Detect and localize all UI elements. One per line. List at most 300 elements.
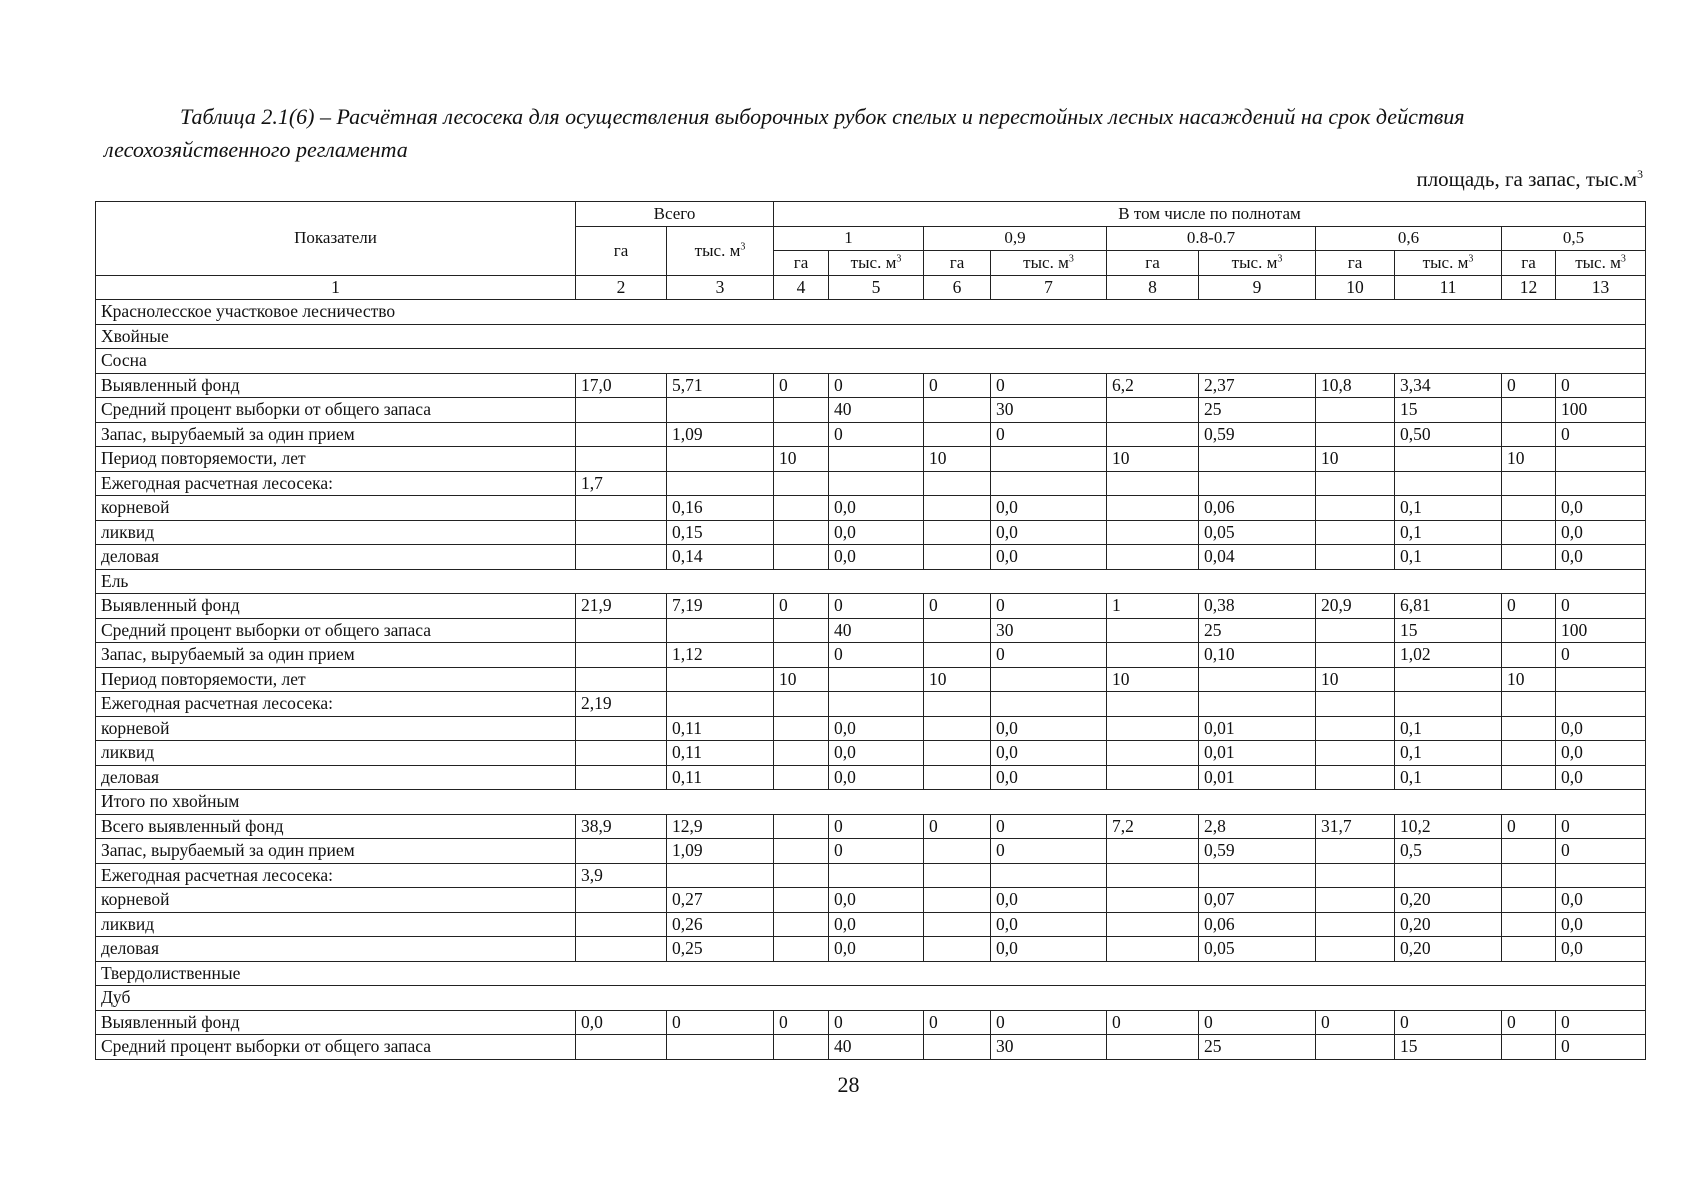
table-cell: 2,37 (1199, 373, 1316, 398)
table-cell: 0,0 (991, 716, 1107, 741)
table-cell (829, 863, 924, 888)
table-row (96, 422, 1646, 447)
table-cell: 0,0 (829, 937, 924, 962)
table-cell: 15 (1395, 1035, 1502, 1060)
table-cell (1316, 692, 1395, 717)
table-cell: 0,0 (829, 912, 924, 937)
table-cell: 0 (991, 839, 1107, 864)
table-cell (576, 618, 667, 643)
table-cell: 0,11 (667, 765, 774, 790)
table-cell (1502, 863, 1556, 888)
table-cell (576, 716, 667, 741)
table-cell: 0 (991, 373, 1107, 398)
table-cell: 0 (829, 1010, 924, 1035)
table-cell (774, 422, 829, 447)
table-cell (774, 545, 829, 570)
table-cell (576, 496, 667, 521)
table-cell: 0 (774, 1010, 829, 1035)
column-number: 11 (1395, 275, 1502, 300)
table-cell (1316, 888, 1395, 913)
row-label: Средний процент выборки от общего запаса (96, 618, 576, 643)
column-number: 2 (576, 275, 667, 300)
table-cell (774, 814, 829, 839)
table-cell: 0,1 (1395, 496, 1502, 521)
table-cell (1502, 937, 1556, 962)
table-cell (1502, 692, 1556, 717)
row-label: корневой (96, 888, 576, 913)
header-row-1 (96, 202, 1646, 227)
table-cell: 0,0 (829, 545, 924, 570)
table-cell (1107, 422, 1199, 447)
table-cell: 0,16 (667, 496, 774, 521)
table-cell: 38,9 (576, 814, 667, 839)
table-cell (1199, 692, 1316, 717)
table-cell: 0 (1502, 1010, 1556, 1035)
table-cell (991, 863, 1107, 888)
table-cell: 0,0 (829, 741, 924, 766)
table-cell: 0 (1199, 1010, 1316, 1035)
table-cell (1316, 398, 1395, 423)
table-cell: 6,81 (1395, 594, 1502, 619)
units-text: площадь, га запас, тыс.м (1416, 167, 1637, 191)
table-cell: 10 (774, 447, 829, 472)
table-cell (1316, 741, 1395, 766)
table-cell: 0 (924, 1010, 991, 1035)
table-cell (1107, 643, 1199, 668)
table-cell (1502, 520, 1556, 545)
table-row (96, 520, 1646, 545)
table-cell: 100 (1556, 618, 1646, 643)
table-cell (667, 1035, 774, 1060)
table-cell: 10 (1107, 667, 1199, 692)
table-cell (924, 545, 991, 570)
table-cell (576, 888, 667, 913)
table-cell (1107, 618, 1199, 643)
table-cell (774, 888, 829, 913)
table-cell (1316, 496, 1395, 521)
table-cell (1107, 398, 1199, 423)
table-cell (1107, 496, 1199, 521)
table-cell (576, 643, 667, 668)
table-cell: 0,0 (829, 496, 924, 521)
table-cell (576, 765, 667, 790)
table-cell (924, 912, 991, 937)
table-cell: 0 (1556, 814, 1646, 839)
table-cell: 0 (829, 643, 924, 668)
table-cell: 0 (1556, 594, 1646, 619)
table-cell (576, 937, 667, 962)
header-indicators: Показатели (96, 202, 576, 276)
table-cell (1107, 888, 1199, 913)
table-cell (667, 667, 774, 692)
table-cell: 40 (829, 1035, 924, 1060)
table-cell: 2,8 (1199, 814, 1316, 839)
header-density-0-9: 0,9 (924, 226, 1107, 251)
table-row (96, 839, 1646, 864)
table-cell: 0 (774, 373, 829, 398)
table-cell (829, 692, 924, 717)
header-unit-ha: га (1316, 251, 1395, 276)
table-cell: 0,38 (1199, 594, 1316, 619)
table-row (96, 937, 1646, 962)
table-cell (924, 937, 991, 962)
table-cell: 0 (924, 373, 991, 398)
table-cell: 10 (1316, 447, 1395, 472)
table-cell: 0 (1556, 1010, 1646, 1035)
table-cell: 10 (924, 447, 991, 472)
table-cell: 0 (829, 594, 924, 619)
table-cell: 0,25 (667, 937, 774, 962)
table-cell (924, 765, 991, 790)
table-cell: 25 (1199, 398, 1316, 423)
table-cell: 1,09 (667, 839, 774, 864)
table-cell (991, 471, 1107, 496)
table-cell: 0,0 (1556, 496, 1646, 521)
header-unit-thous-m: тыс. $м^3$ (991, 251, 1107, 276)
table-cell: 0 (991, 422, 1107, 447)
table-cell: 0,10 (1199, 643, 1316, 668)
table-cell (991, 447, 1107, 472)
header-total: Всего (576, 202, 774, 227)
row-label: деловая (96, 545, 576, 570)
table-cell (1107, 912, 1199, 937)
table-cell: 0 (1316, 1010, 1395, 1035)
table-cell: 0 (1107, 1010, 1199, 1035)
table-cell (924, 643, 991, 668)
column-number: 5 (829, 275, 924, 300)
table-cell (924, 839, 991, 864)
table-cell: 0,04 (1199, 545, 1316, 570)
section-label: Итого по хвойным (96, 790, 1646, 815)
table-cell (1502, 545, 1556, 570)
table-cell (576, 741, 667, 766)
table-cell: 0,0 (991, 937, 1107, 962)
table-cell: 0 (1556, 839, 1646, 864)
table-cell (1199, 863, 1316, 888)
table-cell: 10 (1316, 667, 1395, 692)
table-cell: 0,0 (991, 741, 1107, 766)
table-cell: 100 (1556, 398, 1646, 423)
header-unit-ha: га (924, 251, 991, 276)
table-cell: 0,0 (991, 912, 1107, 937)
table-row (96, 496, 1646, 521)
table-cell (1316, 545, 1395, 570)
table-cell: 0,1 (1395, 520, 1502, 545)
column-number: 10 (1316, 275, 1395, 300)
table-cell (1395, 863, 1502, 888)
table-cell: 0 (991, 1010, 1107, 1035)
table-cell (1502, 716, 1556, 741)
table-cell: 20,9 (1316, 594, 1395, 619)
table-cell (1502, 741, 1556, 766)
section-row (96, 349, 1646, 374)
table-cell: 0 (1556, 1035, 1646, 1060)
table-cell: 2,19 (576, 692, 667, 717)
table-cell (924, 741, 991, 766)
table-cell: 0,1 (1395, 545, 1502, 570)
table-cell (774, 912, 829, 937)
table-cell (1556, 692, 1646, 717)
table-cell: 0,5 (1395, 839, 1502, 864)
column-number: 4 (774, 275, 829, 300)
table-cell (1502, 912, 1556, 937)
table-cell (1395, 667, 1502, 692)
table-cell (576, 912, 667, 937)
table-cell: 0,0 (1556, 716, 1646, 741)
table-cell (576, 545, 667, 570)
section-label: Краснолесское участковое лесничество (96, 300, 1646, 325)
table-cell: 3,34 (1395, 373, 1502, 398)
table-cell (576, 839, 667, 864)
table-cell: 0,0 (1556, 545, 1646, 570)
table-cell: 0 (1556, 422, 1646, 447)
table-cell (1502, 888, 1556, 913)
header-unit-thous-m: тыс. $м^3$ (1199, 251, 1316, 276)
table-cell: 31,7 (1316, 814, 1395, 839)
table-cell: 25 (1199, 618, 1316, 643)
row-label: Выявленный фонд (96, 373, 576, 398)
table-cell: 0,01 (1199, 716, 1316, 741)
table-cell: 0,07 (1199, 888, 1316, 913)
table-cell: 0,59 (1199, 839, 1316, 864)
table-cell: 0 (829, 422, 924, 447)
row-label: ликвид (96, 741, 576, 766)
table-cell: 0,0 (991, 765, 1107, 790)
table-cell: 0,26 (667, 912, 774, 937)
table-cell (1107, 520, 1199, 545)
table-cell (667, 471, 774, 496)
table-cell: 0 (991, 643, 1107, 668)
table-cell (1107, 716, 1199, 741)
table-cell (924, 398, 991, 423)
section-label: Хвойные (96, 324, 1646, 349)
table-cell (1316, 422, 1395, 447)
header-unit-thous-m: тыс. $м^3$ (829, 251, 924, 276)
row-label: деловая (96, 937, 576, 962)
table-cell: 0,05 (1199, 520, 1316, 545)
column-number: 12 (1502, 275, 1556, 300)
table-cell: 0,20 (1395, 937, 1502, 962)
table-cell: 0,0 (1556, 912, 1646, 937)
section-label: Сосна (96, 349, 1646, 374)
table-caption (104, 100, 1624, 166)
row-label: Ежегодная расчетная лесосека: (96, 471, 576, 496)
row-label: Ежегодная расчетная лесосека: (96, 863, 576, 888)
table-cell: 15 (1395, 398, 1502, 423)
table-cell (576, 667, 667, 692)
table-cell: 0 (829, 814, 924, 839)
table-cell: 0 (1395, 1010, 1502, 1035)
table-cell (774, 839, 829, 864)
column-number: 9 (1199, 275, 1316, 300)
table-cell: 0 (991, 814, 1107, 839)
table-cell (774, 520, 829, 545)
table-cell (1502, 643, 1556, 668)
table-cell: 0,06 (1199, 496, 1316, 521)
table-cell (774, 471, 829, 496)
table-cell: 10,8 (1316, 373, 1395, 398)
row-label: ликвид (96, 912, 576, 937)
table-cell (1316, 937, 1395, 962)
row-label: Средний процент выборки от общего запаса (96, 398, 576, 423)
page-number: 28 (837, 1072, 860, 1097)
table-cell (1316, 1035, 1395, 1060)
table-cell (1107, 692, 1199, 717)
table-row (96, 545, 1646, 570)
table-cell (924, 863, 991, 888)
table-cell (1502, 839, 1556, 864)
table-cell (1316, 520, 1395, 545)
table-cell: 10 (924, 667, 991, 692)
table-cell: 10 (1107, 447, 1199, 472)
table-cell (1502, 765, 1556, 790)
table-cell: 0,50 (1395, 422, 1502, 447)
table-cell: 5,71 (667, 373, 774, 398)
table-cell: 0 (1502, 373, 1556, 398)
table-cell: 0,01 (1199, 741, 1316, 766)
table-cell (667, 618, 774, 643)
row-label: Выявленный фонд (96, 1010, 576, 1035)
header-density-0-8-0-7: 0.8-0.7 (1107, 226, 1316, 251)
table-cell (1502, 471, 1556, 496)
table-cell: 0,01 (1199, 765, 1316, 790)
row-label: корневой (96, 496, 576, 521)
table-cell: 0,0 (1556, 741, 1646, 766)
table-cell: 1,09 (667, 422, 774, 447)
table-row (96, 447, 1646, 472)
table-cell: 1,12 (667, 643, 774, 668)
table-cell: 0,0 (829, 716, 924, 741)
table-cell: 10,2 (1395, 814, 1502, 839)
section-label: Твердолиственные (96, 961, 1646, 986)
table-row (96, 373, 1646, 398)
table-cell: 0,1 (1395, 765, 1502, 790)
section-label: Ель (96, 569, 1646, 594)
table-cell: 0,0 (1556, 765, 1646, 790)
table-row (96, 643, 1646, 668)
table-cell: 0 (1502, 594, 1556, 619)
table-cell (1107, 765, 1199, 790)
table-cell: 10 (774, 667, 829, 692)
table-cell: 6,2 (1107, 373, 1199, 398)
table-cell (1556, 667, 1646, 692)
table-cell: 0,14 (667, 545, 774, 570)
table-cell (1107, 839, 1199, 864)
table-cell: 0,15 (667, 520, 774, 545)
table-cell (1199, 667, 1316, 692)
table-cell (774, 496, 829, 521)
units-sup: 3 (1637, 167, 1643, 181)
table-row (96, 618, 1646, 643)
table-row (96, 398, 1646, 423)
table-cell: 0 (829, 839, 924, 864)
table-cell (1502, 496, 1556, 521)
table-cell (924, 471, 991, 496)
table-cell (1316, 471, 1395, 496)
caption-line-2: лесохозяйственного регламента (104, 137, 408, 162)
table-cell (774, 618, 829, 643)
table-cell (924, 1035, 991, 1060)
table-cell (1316, 912, 1395, 937)
table-cell: 0,11 (667, 716, 774, 741)
table-cell (1107, 937, 1199, 962)
table-cell (924, 496, 991, 521)
table-cell (774, 643, 829, 668)
table-cell (667, 398, 774, 423)
column-number-row (96, 275, 1646, 300)
table-cell (924, 422, 991, 447)
table-cell (829, 471, 924, 496)
table-row (96, 741, 1646, 766)
row-label: ликвид (96, 520, 576, 545)
table-cell: 3,9 (576, 863, 667, 888)
table-cell: 30 (991, 618, 1107, 643)
table-cell (1556, 863, 1646, 888)
table-cell: 15 (1395, 618, 1502, 643)
table-cell: 1,7 (576, 471, 667, 496)
row-label: Период повторяемости, лет (96, 667, 576, 692)
table-cell (924, 618, 991, 643)
column-number: 7 (991, 275, 1107, 300)
table-cell: 0,0 (576, 1010, 667, 1035)
table-cell (924, 716, 991, 741)
table-cell: 0,0 (1556, 520, 1646, 545)
column-number: 13 (1556, 275, 1646, 300)
table-cell: 0 (667, 1010, 774, 1035)
table-cell: 0,59 (1199, 422, 1316, 447)
table-cell (1107, 545, 1199, 570)
column-number: 6 (924, 275, 991, 300)
table-cell: 0,0 (829, 888, 924, 913)
table-cell (774, 741, 829, 766)
table-cell (1502, 398, 1556, 423)
table-cell (576, 422, 667, 447)
row-label: Всего выявленный фонд (96, 814, 576, 839)
table-cell: 0,0 (991, 520, 1107, 545)
table-cell: 17,0 (576, 373, 667, 398)
section-label: Дуб (96, 986, 1646, 1011)
table-cell (1502, 618, 1556, 643)
table-row (96, 716, 1646, 741)
header-by-density: В том числе по полнотам (774, 202, 1646, 227)
table-cell: 0 (1556, 373, 1646, 398)
table-cell (991, 667, 1107, 692)
table-cell (1199, 471, 1316, 496)
table-cell: 0,0 (1556, 937, 1646, 962)
row-label: Выявленный фонд (96, 594, 576, 619)
table-row (96, 863, 1646, 888)
table-cell: 0,0 (991, 888, 1107, 913)
table-cell (1502, 1035, 1556, 1060)
table-cell: 0,1 (1395, 741, 1502, 766)
table-cell (1199, 447, 1316, 472)
table-cell: 1 (1107, 594, 1199, 619)
table-cell (1107, 1035, 1199, 1060)
table-cell: 25 (1199, 1035, 1316, 1060)
table-cell (1556, 471, 1646, 496)
row-label: деловая (96, 765, 576, 790)
table-cell: 0,06 (1199, 912, 1316, 937)
table-cell: 0 (1556, 643, 1646, 668)
table-cell: 0,05 (1199, 937, 1316, 962)
header-density-0-6: 0,6 (1316, 226, 1502, 251)
table-row (96, 1035, 1646, 1060)
table-cell: 0,11 (667, 741, 774, 766)
table-cell (829, 447, 924, 472)
table-cell (774, 398, 829, 423)
table-cell: 7,2 (1107, 814, 1199, 839)
table-cell (576, 520, 667, 545)
